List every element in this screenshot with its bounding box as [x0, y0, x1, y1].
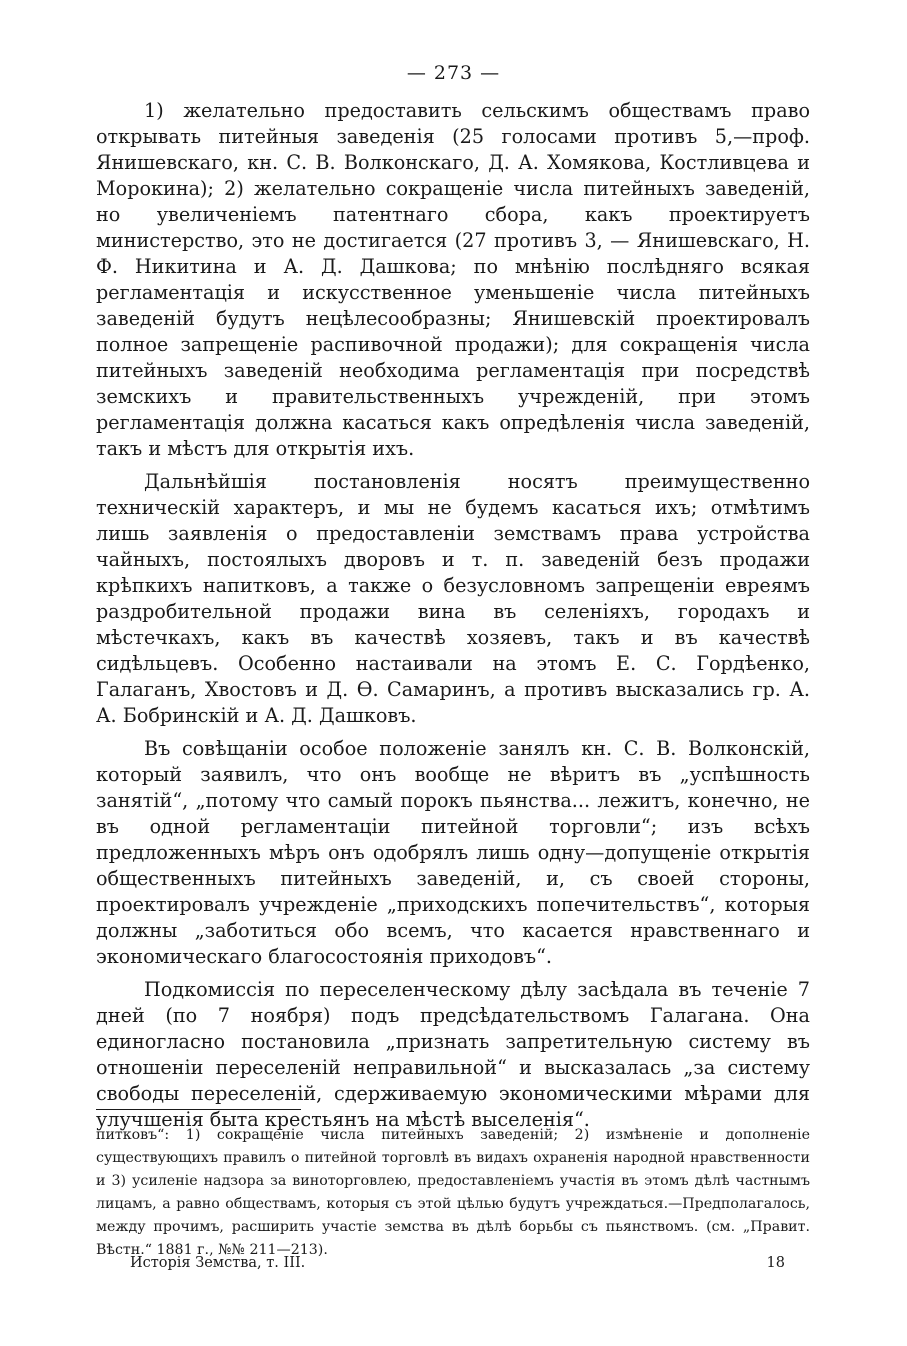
paragraph: 1) желательно предоставить сельскимъ обществамъ право открывать питейныя заведенія (25 голосами противъ 5,—проф. Янишевскаго, кн. С. В. Волконскаго, Д. А. Хомякова, Костливцева и Морокина); 2) желательно сокращеніе числа питейныхъ заведеній, но увеличеніемъ патентнаго сбора, какъ проектируетъ министерство, это не достигается (27 противъ 3, — Янишевскаго, Н. Ф. Никитина и А. Д. Дашкова; по мнѣнію послѣдняго всякая регламентація и искусственное уменьшеніе числа питейныхъ заведеній будутъ нецѣлесообразны; Янишевскій проектировалъ полное запрещеніе распивочной продажи); для сокращенія числа питейныхъ заведеній необходима регламентація при посредствѣ земскихъ и правительственныхъ учрежденій, при этомъ регламентація должна касаться какъ опредѣленія числа заведеній, такъ и мѣстъ для открытія ихъ.	[96, 99, 810, 460]
signature-sheet-number: 18	[766, 1255, 785, 1271]
paragraph: Дальнѣйшія постановленія носятъ преимущественно техническій характеръ, и мы не будемъ касаться ихъ; отмѣтимъ лишь заявленія о предоставленіи земствамъ права устройства чайныхъ, постоялыхъ дворовъ и т. п. заведеній безъ продажи крѣпкихъ напитковъ, а также о безусловномъ запрещеніи евреямъ раздробительной продажи вина въ селеніяхъ, городахъ и мѣстечкахъ, какъ въ качествѣ хозяевъ, такъ и въ качествѣ сидѣльцевъ. Особенно настаивали на этомъ Е. С. Гордѣенко, Галаганъ, Хвостовъ и Д. Ѳ. Самаринъ, а противъ высказались гр. А. А. Бобринскій и А. Д. Дашковъ.	[96, 470, 810, 727]
footnote-divider	[96, 1109, 301, 1110]
paragraph: Подкомиссія по переселенческому дѣлу засѣдала въ теченіе 7 дней (по 7 ноября) подъ предсѣдательствомъ Галагана. Она единогласно постановила „признать запретительную систему въ отношеніи переселеній неправильной“ и высказалась „за систему свободы переселеній, сдерживаемую экономическими мѣрами для улучшенія быта крестьянъ на мѣстѣ выселенія“.	[96, 978, 810, 1131]
page-number: — 273 —	[406, 62, 501, 84]
footnote	[96, 1124, 810, 1262]
main-text	[96, 98, 810, 1140]
signature-title: Исторія Земства, т. III.	[130, 1255, 306, 1271]
footnote-text: питковъ“: 1) сокращеніе числа питейныхъ заведеній; 2) измѣненіе и дополненіе существующихъ правилъ о питейной торговлѣ въ видахъ охраненія народной нравственности и 3) усиленіе надзора за виноторговлею, предоставленіемъ участія въ этомъ дѣлѣ частнымъ лицамъ, а равно обществамъ, которыя съ этой цѣлью будутъ учреждаться.—Предполагалось, между прочимъ, расширить участіе земства въ дѣлѣ борьбы съ пьянствомъ. (см. „Правит. Вѣстн.“ 1881 г., №№ 211—213).	[96, 1127, 810, 1258]
paragraph: Въ совѣщаніи особое положеніе занялъ кн. С. В. Волконскій, который заявилъ, что онъ вообще не вѣритъ въ „успѣшность занятій“, „потому что самый порокъ пьянства... лежитъ, конечно, не въ одной регламентаціи питейной торговли“; изъ всѣхъ предложенныхъ мѣръ онъ одобрялъ лишь одну—допущеніе открытія общественныхъ питейныхъ заведеній, и, съ своей стороны, проектировалъ учрежденіе „приходскихъ попечительствъ“, которыя должны „заботиться обо всемъ, что касается нравственнаго и экономическаго благосостоянія приходовъ“.	[96, 737, 810, 968]
